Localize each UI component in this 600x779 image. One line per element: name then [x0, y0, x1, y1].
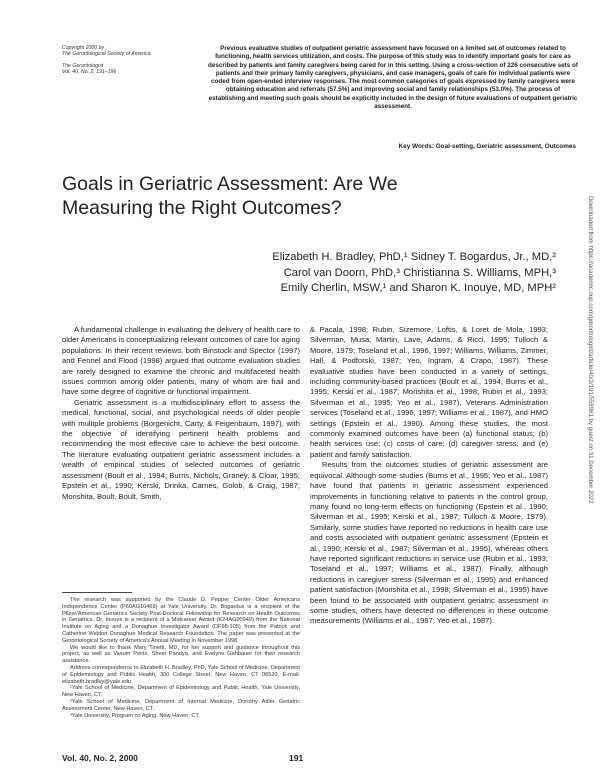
footnote: We would like to thank Mary Tinetti, MD, for her support and guidance throughout this project, as well as Vasum Peiris, Sheel Pandya, and Evelyne Gahbauer for their research assistance.: [62, 644, 300, 665]
copyright-society: The Gerontological Society of America: [62, 51, 151, 58]
journal-name: The Gerontologist: [62, 62, 104, 69]
journal-volume: Vol. 40, No. 2, 191–196: [62, 69, 117, 76]
body-column-left: [62, 325, 300, 502]
footnote: Address correspondence to Elizabeth H. Bradley, PhD, Yale School of Medicine, Department of Epidemiology and Public Health, 300 College Street, New Haven, CT 06520. E-mail: elizabeth.bradley@yale.edu: [62, 664, 300, 685]
body-paragraph: Results from the outcomes studies of geriatric assessment are equivocal. Although some studies (Burns et al., 1995; Yeo et al., 1987) have found that patients in geriatric assessment experienced improvements in functioning relative to patients in the control group, many found no long-term effects on functioning (Epstein et al., 1990; Silverman et al., 1995; Kerski et al., 1987; Tulloch & Moore, 1979). Similarly, some studies have reported no reductions in health care use and costs associated with outpatient geriatric assessment (Epstein et al., 1990; Kerski et al., 1987; Silverman et al., 1995), whereas others have reported significant reductions in service use (Rubin et al., 1993; Toseland et al., 1997; Williams et al., 1987). Finally, although reductions in caregiver stress (Silverman et al., 1995) and enhanced patient satisfaction (Morishita et al., 1998; Silverman et al., 1995) have been found to be associated with outpatient geriatric assessment in some studies, others have detected no differences in these outcome measurements (Williams et al., 1987; Yeo et al., 1987).: [310, 460, 548, 626]
footnote-divider: [62, 592, 132, 593]
abstract: Previous evaluative studies of outpatient geriatric assessment have focused on a limited set of outcomes related to functioning, health services utilization, and costs. The purpose of this study was to identify important goals for care as described by patients and family caregivers being cared for in this setting. Using a cross-section of 226 consecutive sets of patients and their primary family caregivers, physicians, and case managers, goals of care for individual patients were coded from open-ended interview responses. The most common categories of goals expressed by family caregivers were obtaining education and referrals (57.5%) and improving social and family relationships (53.0%). The process of establishing and meeting such goals should be explicitly included in the design of future evaluations of outpatient geriatric assessment.: [208, 45, 578, 111]
body-paragraph: & Pacala, 1998; Rubin, Sizemore, Loftis, & Loret de Mola, 1993; Silverman, Musa, Martin, Lave, Adams, & Ricci, 1995; Tulloch & Moore, 1979; Toseland et al., 1996, 1997; Williams, Williams, Zimmer, Hall, & Podforski, 1987; Yeo, Ingram, & Crapo, 1987). These evaluative studies have been conducted in a variety of settings, including community-based practices (Boult et al., 1994, Burns et al., 1995; Kerski et al., 1987; Morishita et al., 1998; Rubin et al., 1993; Silverman et al., 1995; Yeo et al., 1987), Veterans Administration services (Toseland et al., 1996, 1997; Williams et al., 1987), and HMO settings (Epstein et al., 1990). Among these studies, the most commonly examined outcomes have been (a) functional status; (b) health services use; (c) costs of care; (d) caregiver stress; and (e) patient and family satisfaction.: [310, 325, 548, 459]
author-line: Emily Cherlin, MSW,¹ and Sharon K. Inouye, MD, MPH²: [280, 282, 556, 295]
body-paragraph: Geriatric assessment is a multidisciplinary effort to assess the medical, functional, social, and psychological needs of older people with multiple problems (Borgenicht, Carty, & Feigenbaum, 1997), with the objective of identifying pertinent health problems and recommending the most effective care to achieve the best outcome. The literature evaluating outpatient geriatric assessment includes a wealth of empirical studies of selected outcomes of geriatric assessment (Boult et al., 1994; Burns, Nichols, Graney, & Cloar, 1995; Epstein et al., 1990; Kerski, Drinka, Carnes, Golob, & Craig, 1987; Morishita, Boult, Boult, Smith,: [62, 397, 300, 501]
issue-info: Vol. 40, No. 2, 2000: [62, 753, 138, 763]
author-line: Carol van Doorn, PhD,³ Christianna S. Williams, MPH,³: [283, 266, 556, 279]
footnote: ²Yale School of Medicine, Department of Internal Medicine, Dorothy Adler Geriatric Assessment Center, New Haven, CT.: [62, 698, 300, 712]
copyright-line: Copyright 2000 by: [62, 45, 105, 51]
footnote: ³Yale University, Program on Aging, New Haven, CT.: [70, 712, 200, 719]
author-line: Elizabeth H. Bradley, PhD,¹ Sidney T. Bogardus, Jr., MD,²: [272, 251, 556, 263]
copyright-block: [62, 45, 202, 76]
footnotes: [62, 597, 300, 719]
author-list: [136, 250, 556, 297]
page-number: 191: [289, 753, 304, 763]
body-paragraph: A fundamental challenge in evaluating the delivery of health care to older Americans is conceptualizing relevant outcomes of care for aging populations. In their recent reviews, both Binstock and Spector (1997) and Fennel and Flood (1998) argued that outcome evaluation studies are rarely designed to examine the chronic and multifaceted health issues common among older patients, many of whom are frail and have some degree of cognitive or functional impairment.: [62, 325, 300, 397]
article-title: Goals in Geriatric Assessment: Are We Measuring the Right Outcomes?: [62, 173, 398, 219]
footnote: The research was supported by the Claude D. Pepper Center Older Americans Independence Center (P60AG10469) at Yale University. Dr. Bogardus is a recipient of the Pfizer/American Geriatrics Society Post-Doctoral Fellowship for Research on Health Outcomes in Geriatrics. Dr. Inouye is a recipient of a Midcareer Award (K24AG00949) from the National Institute on Aging and a Donaghue Investigator Award (DF98-105) from the Patrick and Catherine Weldon Donaghue Medical Research Foundation. The paper was presented at the Gerontological Society of America's Annual Meeting in November 1998.: [62, 597, 300, 644]
footnote: ¹Yale School of Medicine, Department of Epidemiology and Public Health, Yale University, New Haven, CT.: [62, 685, 300, 699]
download-notice: Downloaded from https://academic.oup.com/gerontologist/article/40/2/191/558981 by guest on 31 December 2022: [587, 196, 594, 504]
body-column-right: [310, 325, 548, 627]
keywords: Key Words: Goal-setting, Geriatric assessment, Outcomes: [398, 143, 576, 150]
